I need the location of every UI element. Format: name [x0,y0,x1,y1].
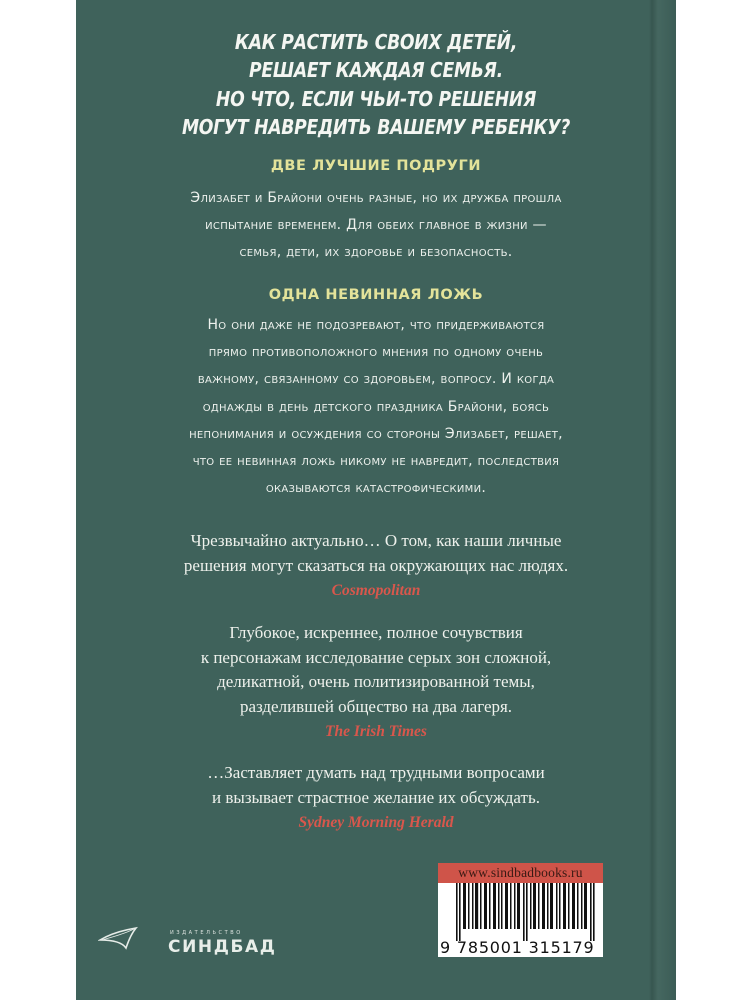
barcode [438,863,603,957]
paragraph-line: важному, связанному со здоровьем, вопросу. И когда [197,371,555,388]
section-paragraph [76,185,676,267]
paragraph-line: оказываются катастрофическими. [265,480,487,497]
paragraph-line: Элизабет и Брайони очень разные, но их дружба прошла [190,190,562,206]
book-back-cover [76,0,676,1000]
paragraph-line: что ее невинная ложь никому не навредит, последствия [192,453,560,470]
paragraph-line: Но они даже не подозревают, что придерживаются [207,317,545,333]
paragraph-line: прямо противоположного мнения по одному очень [208,344,544,361]
quote-line: решения могут сказаться на окружающих нас людях. [183,555,569,575]
quote-line: Глубокое, искреннее, полное сочувствия [229,623,523,642]
headline [118,28,634,141]
headline-line: КАК РАСТИТЬ СВОИХ ДЕТЕЙ, [234,30,518,54]
section-paragraph [76,312,676,502]
quote-line: к персонажам исследование серых зон сложной, [200,647,552,667]
sail-icon [98,926,138,950]
publisher-label: ИЗДАТЕЛЬСТВО [170,930,243,936]
quote-line: деликатной, очень политизированной темы, [217,672,535,692]
quote-line: …Заставляет думать над трудными вопросами [207,763,545,782]
review-quote [76,529,676,603]
review-quote [76,621,676,744]
quote-source: Sydney Morning Herald [298,814,454,832]
headline-line: МОГУТ НАВРЕДИТЬ ВАШЕМУ РЕБЕНКУ? [181,114,571,139]
paragraph-line: однажды в день детского праздника Брайони, боясь [202,398,550,415]
review-quote [76,761,676,835]
publisher-logo [98,924,277,960]
publisher-name: СИНДБАД [168,937,277,957]
section-heading: ОДНА НЕВИННАЯ ЛОЖЬ [268,287,484,303]
quote-line: Чрезвычайно актуально… О том, как наши личные [190,531,562,550]
barcode-bars [456,883,596,941]
quote-line: и вызывает страстное желание их обсуждать. [212,787,540,807]
headline-line: РЕШАЕТ КАЖДАЯ СЕМЬЯ. [249,58,503,83]
section-heading: ДВЕ ЛУЧШИЕ ПОДРУГИ [270,158,482,174]
paragraph-line: семья, дети, их здоровье и безопасность. [239,244,513,261]
isbn-number: 9 785001 315179 [440,938,595,957]
publisher-url: www.sindbadbooks.ru [438,863,603,883]
quote-line: разделившей общество на два лагеря. [239,696,513,716]
paragraph-line: непонимания и осуждения со стороны Элизабет, решает, [189,425,563,442]
quote-source: Cosmopolitan [331,582,421,600]
headline-line: НО ЧТО, ЕСЛИ ЧЬИ-ТО РЕШЕНИЯ [215,86,537,111]
paragraph-line: испытание временем. Для обеих главное в жизни — [205,217,547,234]
quote-source: The Irish Times [325,723,427,741]
